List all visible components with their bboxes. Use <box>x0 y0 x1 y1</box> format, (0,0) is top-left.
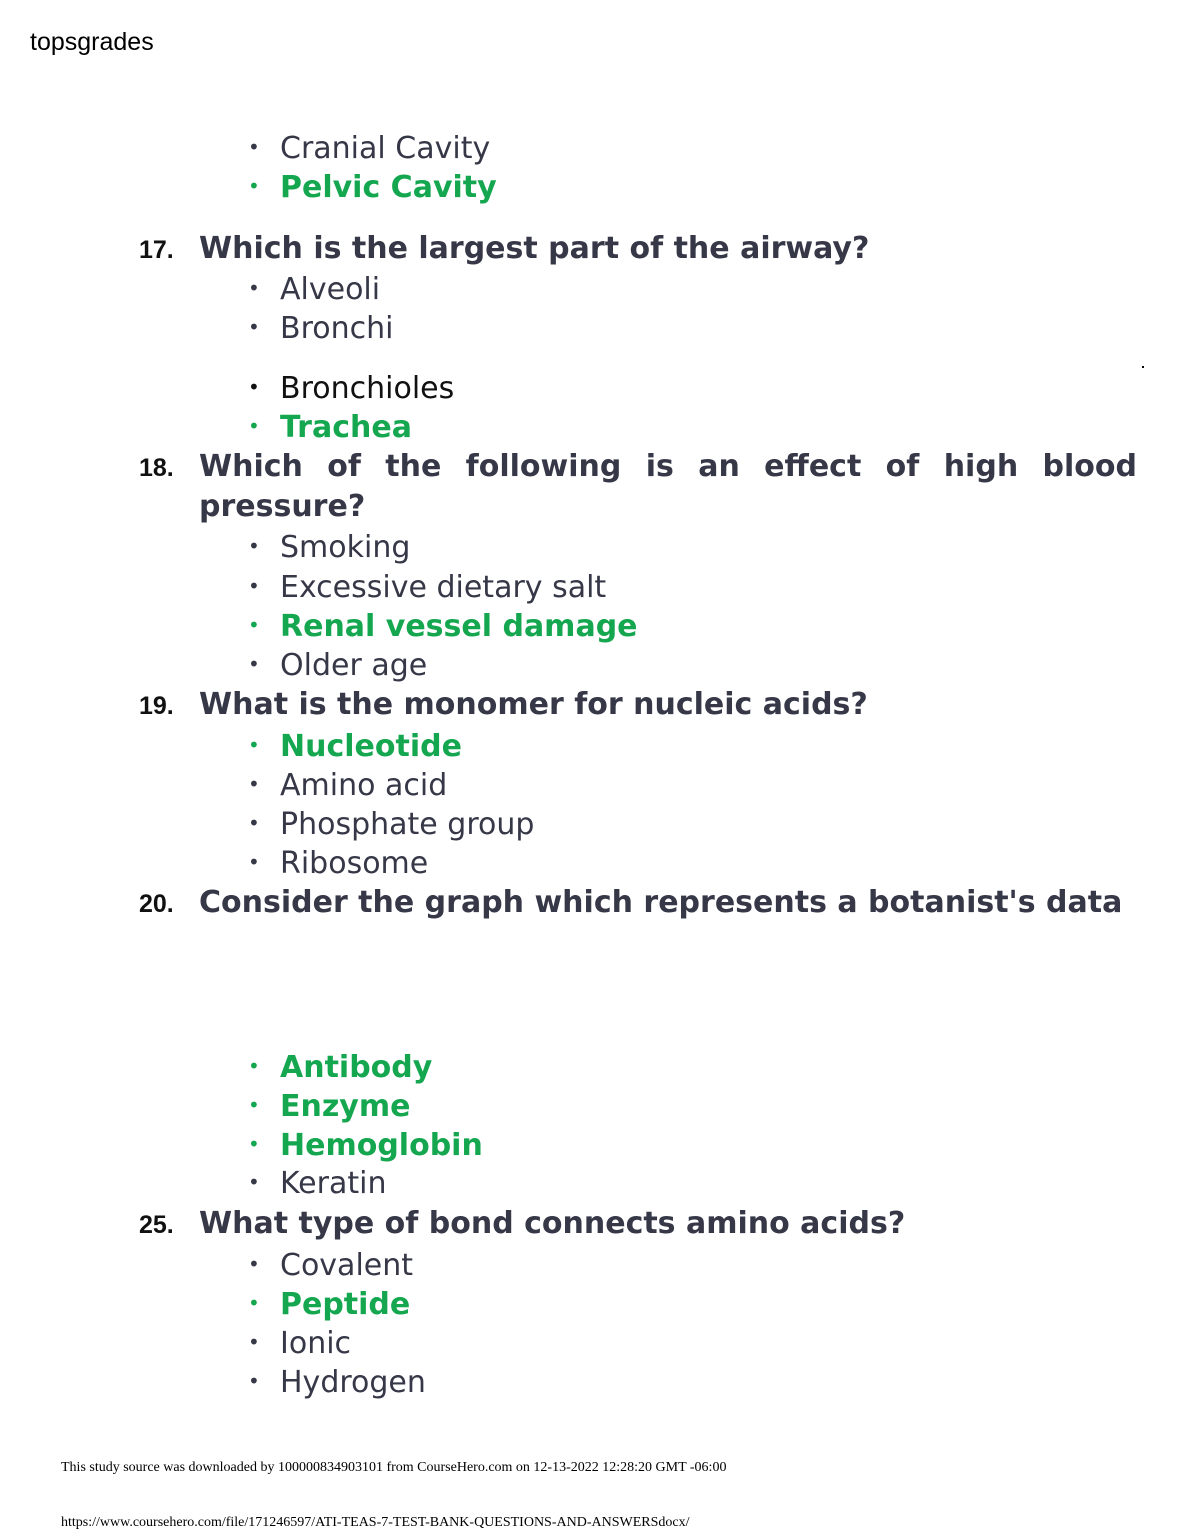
bullet-icon: • <box>248 375 260 399</box>
option-bronchioles <box>248 369 454 407</box>
bullet-icon: • <box>248 1093 260 1117</box>
stray-mark <box>1142 366 1144 368</box>
bullet-icon: • <box>248 1132 260 1156</box>
option-hemoglobin <box>248 1126 483 1164</box>
option-label: Pelvic Cavity <box>280 170 497 205</box>
option-label: Covalent <box>280 1248 414 1283</box>
option-antibody <box>248 1048 432 1086</box>
bullet-icon: • <box>248 574 260 598</box>
option-label: Older age <box>280 648 428 683</box>
bullet-icon: • <box>248 174 260 198</box>
option-trachea <box>248 408 412 446</box>
bullet-icon: • <box>248 414 260 438</box>
bullet-icon: • <box>248 534 260 558</box>
bullet-icon: • <box>248 1170 260 1194</box>
option-label: Excessive dietary salt <box>280 570 607 605</box>
option-label: Enzyme <box>280 1089 411 1124</box>
option-hydrogen <box>248 1363 426 1401</box>
bullet-icon: • <box>248 1252 260 1276</box>
option-label: Cranial Cavity <box>280 131 491 166</box>
option-label: Hydrogen <box>280 1365 426 1400</box>
option-label: Keratin <box>280 1166 387 1201</box>
option-label: Phosphate group <box>280 807 535 842</box>
question-text: What is the monomer for nucleic acids? <box>199 687 868 722</box>
option-nucleotide <box>248 727 462 765</box>
option-older-age <box>248 646 427 684</box>
option-label: Renal vessel damage <box>280 609 638 644</box>
bullet-icon: • <box>248 1369 260 1393</box>
bullet-icon: • <box>248 315 260 339</box>
bullet-icon: • <box>248 850 260 874</box>
option-label: Hemoglobin <box>280 1128 483 1163</box>
option-amino-acid <box>248 766 447 804</box>
question-text: Which is the largest part of the airway? <box>199 231 870 266</box>
question-text: Consider the graph which represents a botanist's data <box>199 885 1123 920</box>
bullet-icon: • <box>248 135 260 159</box>
question-text: What type of bond connects amino acids? <box>199 1206 906 1241</box>
option-peptide <box>248 1285 410 1323</box>
option-keratin <box>248 1164 386 1202</box>
option-label: Nucleotide <box>280 729 462 764</box>
option-label: Amino acid <box>280 768 448 803</box>
footer-url[interactable]: https://www.coursehero.com/file/171246597/ATI-TEAS-7-TEST-BANK-QUESTIONS-AND-ANSWERSdocx/ <box>61 1515 690 1530</box>
question-number: 17. <box>139 236 174 264</box>
bullet-icon: • <box>248 1054 260 1078</box>
option-label: Bronchi <box>280 311 394 346</box>
option-label: Peptide <box>280 1287 411 1322</box>
question-text: Which of the following is an effect of high blood pressure? <box>199 449 1137 524</box>
option-smoking <box>248 528 410 566</box>
watermark: topsgrades <box>30 28 154 56</box>
bullet-icon: • <box>248 276 260 300</box>
question-number: 20. <box>139 890 174 918</box>
option-phosphate-group <box>248 805 534 843</box>
option-renal-vessel-damage <box>248 607 638 645</box>
option-label: Trachea <box>280 410 412 445</box>
option-ionic <box>248 1324 351 1362</box>
bullet-icon: • <box>248 811 260 835</box>
bullet-icon: • <box>248 772 260 796</box>
question-number: 25. <box>139 1211 174 1239</box>
option-label: Ionic <box>280 1326 352 1361</box>
option-label: Antibody <box>280 1050 433 1085</box>
option-label: Bronchioles <box>280 371 455 406</box>
option-covalent <box>248 1246 413 1284</box>
option-label: Ribosome <box>280 846 429 881</box>
option-ribosome <box>248 844 428 882</box>
question-number: 19. <box>139 692 174 720</box>
option-bronchi <box>248 309 393 347</box>
option-alveoli <box>248 270 380 308</box>
bullet-icon: • <box>248 652 260 676</box>
bullet-icon: • <box>248 1291 260 1315</box>
bullet-icon: • <box>248 733 260 757</box>
option-label: Smoking <box>280 530 411 565</box>
option-pelvic-cavity <box>248 168 497 206</box>
bullet-icon: • <box>248 1330 260 1354</box>
footer-download-note: This study source was downloaded by 100000834903101 from CourseHero.com on 12-13-2022 12:28:20 GMT -06:00 <box>61 1460 727 1475</box>
option-excessive-dietary-salt <box>248 568 606 606</box>
option-label: Alveoli <box>280 272 381 307</box>
option-cranial-cavity <box>248 129 490 167</box>
option-enzyme <box>248 1087 410 1125</box>
bullet-icon: • <box>248 613 260 637</box>
question-number: 18. <box>139 454 174 482</box>
